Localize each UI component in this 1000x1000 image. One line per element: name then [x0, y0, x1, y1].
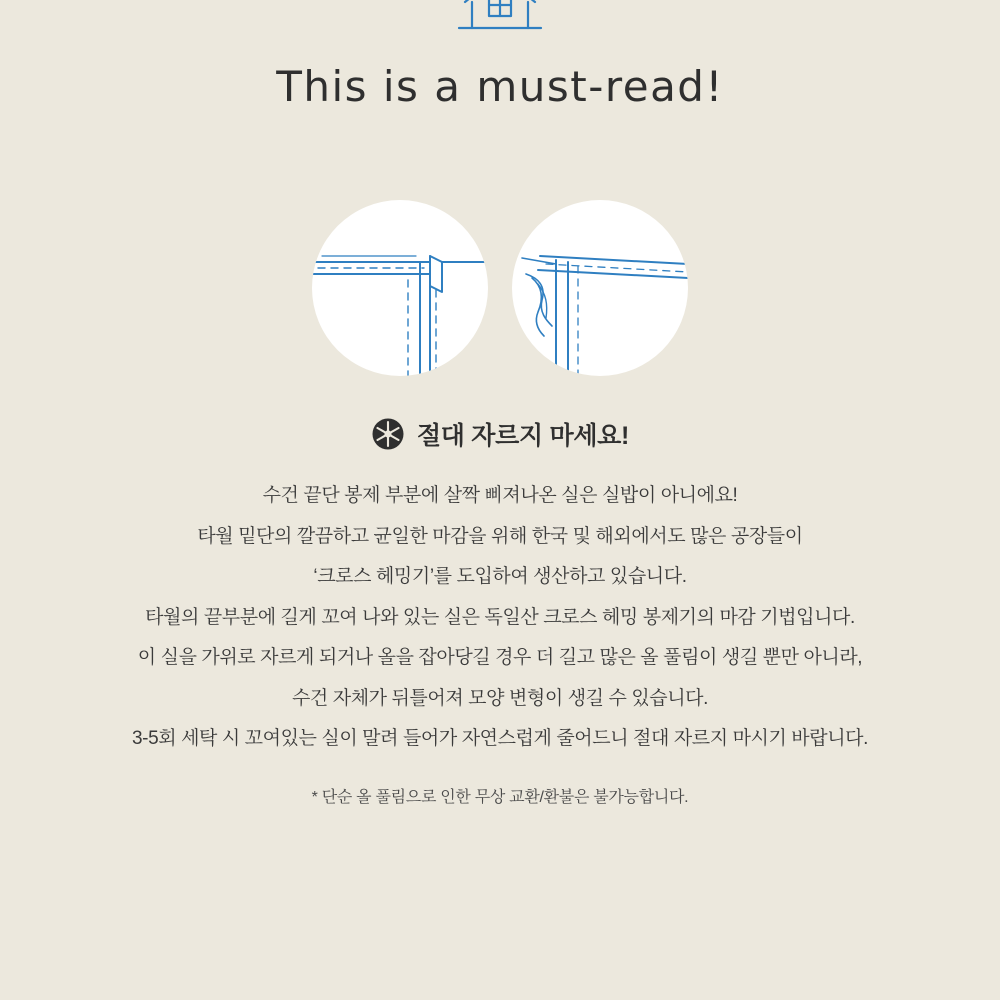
body-line: 타월의 끝부분에 길게 꼬여 나와 있는 실은 독일산 크로스 헤밍 봉제기의 마감 기법입니다.: [145, 606, 855, 628]
warning-banner: [0, 416, 1000, 452]
illustration-group: [312, 200, 688, 376]
body-copy: [0, 482, 1000, 766]
body-line: 타월 밑단의 깔끔하고 균일한 마감을 위해 한국 및 해외에서도 많은 공장들이: [197, 525, 803, 547]
body-line: 이 실을 가위로 자르게 되거나 올을 잡아당길 경우 더 길고 많은 올 풀림이 생길 뿐만 아니라,: [137, 647, 863, 669]
body-line: 수건 끝단 봉제 부분에 살짝 삐져나온 실은 실밥이 아니에요!: [262, 485, 738, 506]
footnote: * 단순 올 풀림으로 인한 무상 교환/환불은 불가능합니다.: [311, 789, 689, 806]
body-line: ‘크로스 헤밍기’를 도입하여 생산하고 있습니다.: [313, 566, 687, 588]
towel-hem-closeup-left: [312, 200, 488, 376]
no-cut-scissors-icon: [371, 417, 405, 451]
warning-text: 절대 자르지 마세요!: [416, 422, 630, 450]
towel-hem-thread-right: [512, 200, 688, 376]
house-icon: [445, 0, 555, 50]
page-title: This is a must-read!: [276, 62, 724, 111]
body-line: 3-5회 세탁 시 꼬여있는 실이 말려 들어가 자연스럽게 줄어드니 절대 자르지 마시기 바랍니다.: [131, 728, 869, 750]
body-line: 수건 자체가 뒤틀어져 모양 변형이 생길 수 있습니다.: [291, 687, 709, 709]
